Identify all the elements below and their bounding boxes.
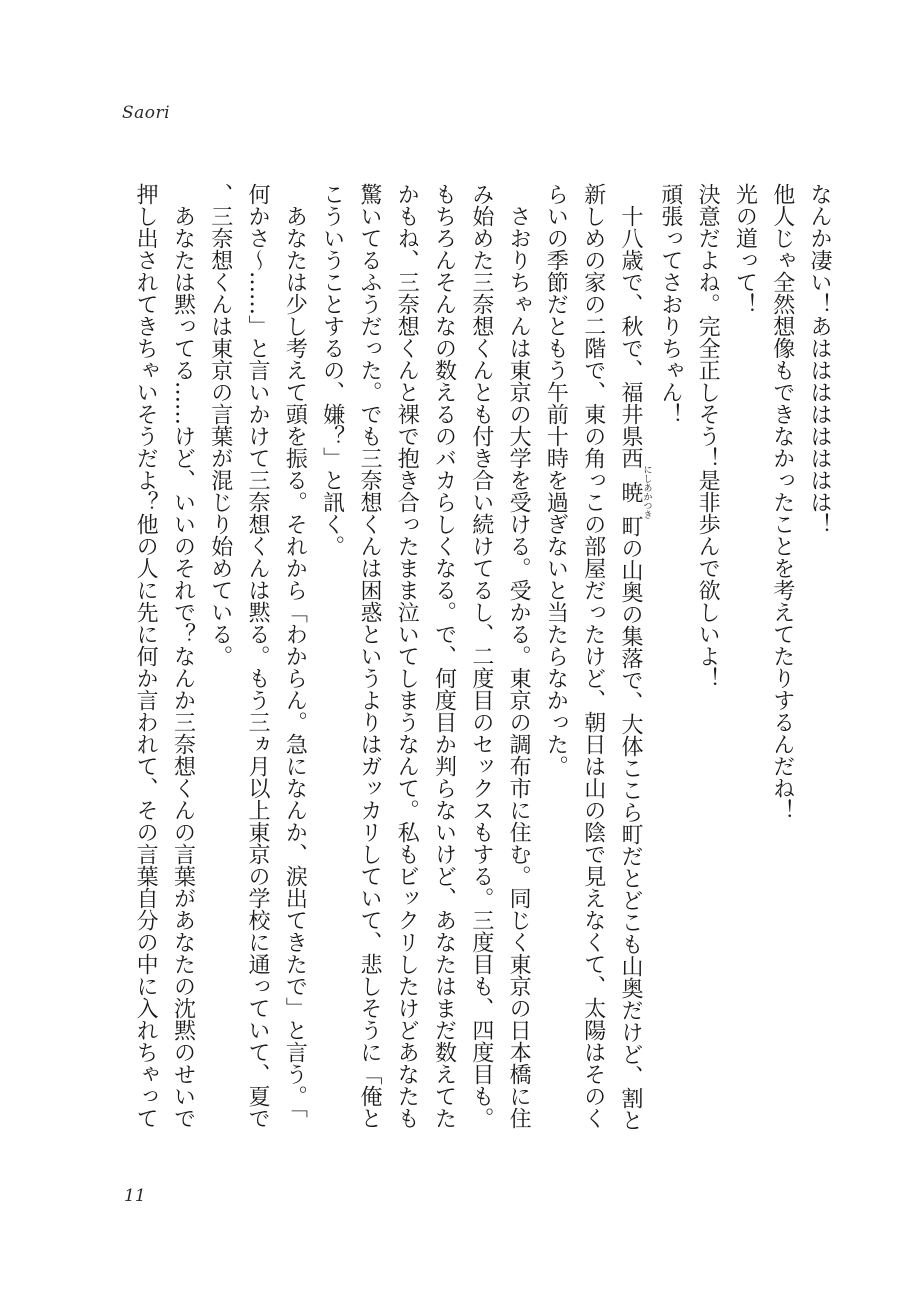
paragraph-6-lead: 十八歳で、秋で、福井県西	[618, 183, 644, 469]
ruby-reading: にしあかつき	[641, 465, 652, 519]
page-number: 11	[124, 1186, 146, 1206]
ruby-base: 暁	[618, 465, 644, 519]
ruby-place-name	[618, 465, 652, 519]
paragraph-4: 決意だよね。完全正しそう！是非歩んで欲しいよ！	[695, 183, 721, 689]
paragraph-8: あなたは少し考えて頭を振る。それから「わからん。急になんか、涙出てきたで」と言う。「何かさ〜……」と言いかけて三奈想くんは黙る。もう三ヵ月以上東京の学校に通っていて、夏で、三奈想くんは東京の言葉が混じり始めている。	[207, 183, 308, 1129]
paragraph-1: なんか凄い！あはははははははは！	[807, 183, 832, 535]
paragraph-6	[537, 183, 651, 1135]
paragraph-7: さおりちゃんは東京の大学を受ける。受かる。東京の調布市に住む。同じく東京の日本橋に住み始めた三奈想くんとも付き合い続けてるし、二度目のセックスもする。三度目も、四度目も。もちろんそんなの数えるのバカらしくなる。で、何度目か判らないけど、あなたはまだ数えてたかもね、三奈想くんと裸で抱き合ったまま泣いてしまうなんて。私もビックリしたけどあなたも驚いてるふうだった。でも三奈想くんは困惑というよりはガッカリしていて、悲しそうに「俺とこういうことするの、嫌？」と訊く。	[319, 183, 532, 1129]
paragraph-2: 他人じゃ全然想像もできなかったことを考えてたりするんだね！	[769, 183, 795, 821]
vertical-body-text	[127, 183, 838, 1135]
paragraph-6-rest: 町の山奥の集落で、大体ここら町だとどこも山奥だけど、割と新しめの家の二階で、東の角っこの部屋だったけど、朝日は山の陰で見えなくて、太陽はそのくらいの季節だともう午前十時を過ぎないと当たらなかった。	[543, 183, 644, 1131]
paragraph-9: あなたは黙ってる……けど、いいのそれで？なんか三奈想くんの言葉があなたの沈黙のせいで押し出されてきちゃいそうだよ？他の人に先に何か言われて、その言葉自分の中に入れちゃって	[133, 183, 196, 1129]
paragraph-5: 頑張ってさおりちゃん！	[657, 183, 683, 425]
paragraph-3: 光の道って！	[732, 183, 758, 315]
running-header: Saori	[122, 103, 171, 123]
